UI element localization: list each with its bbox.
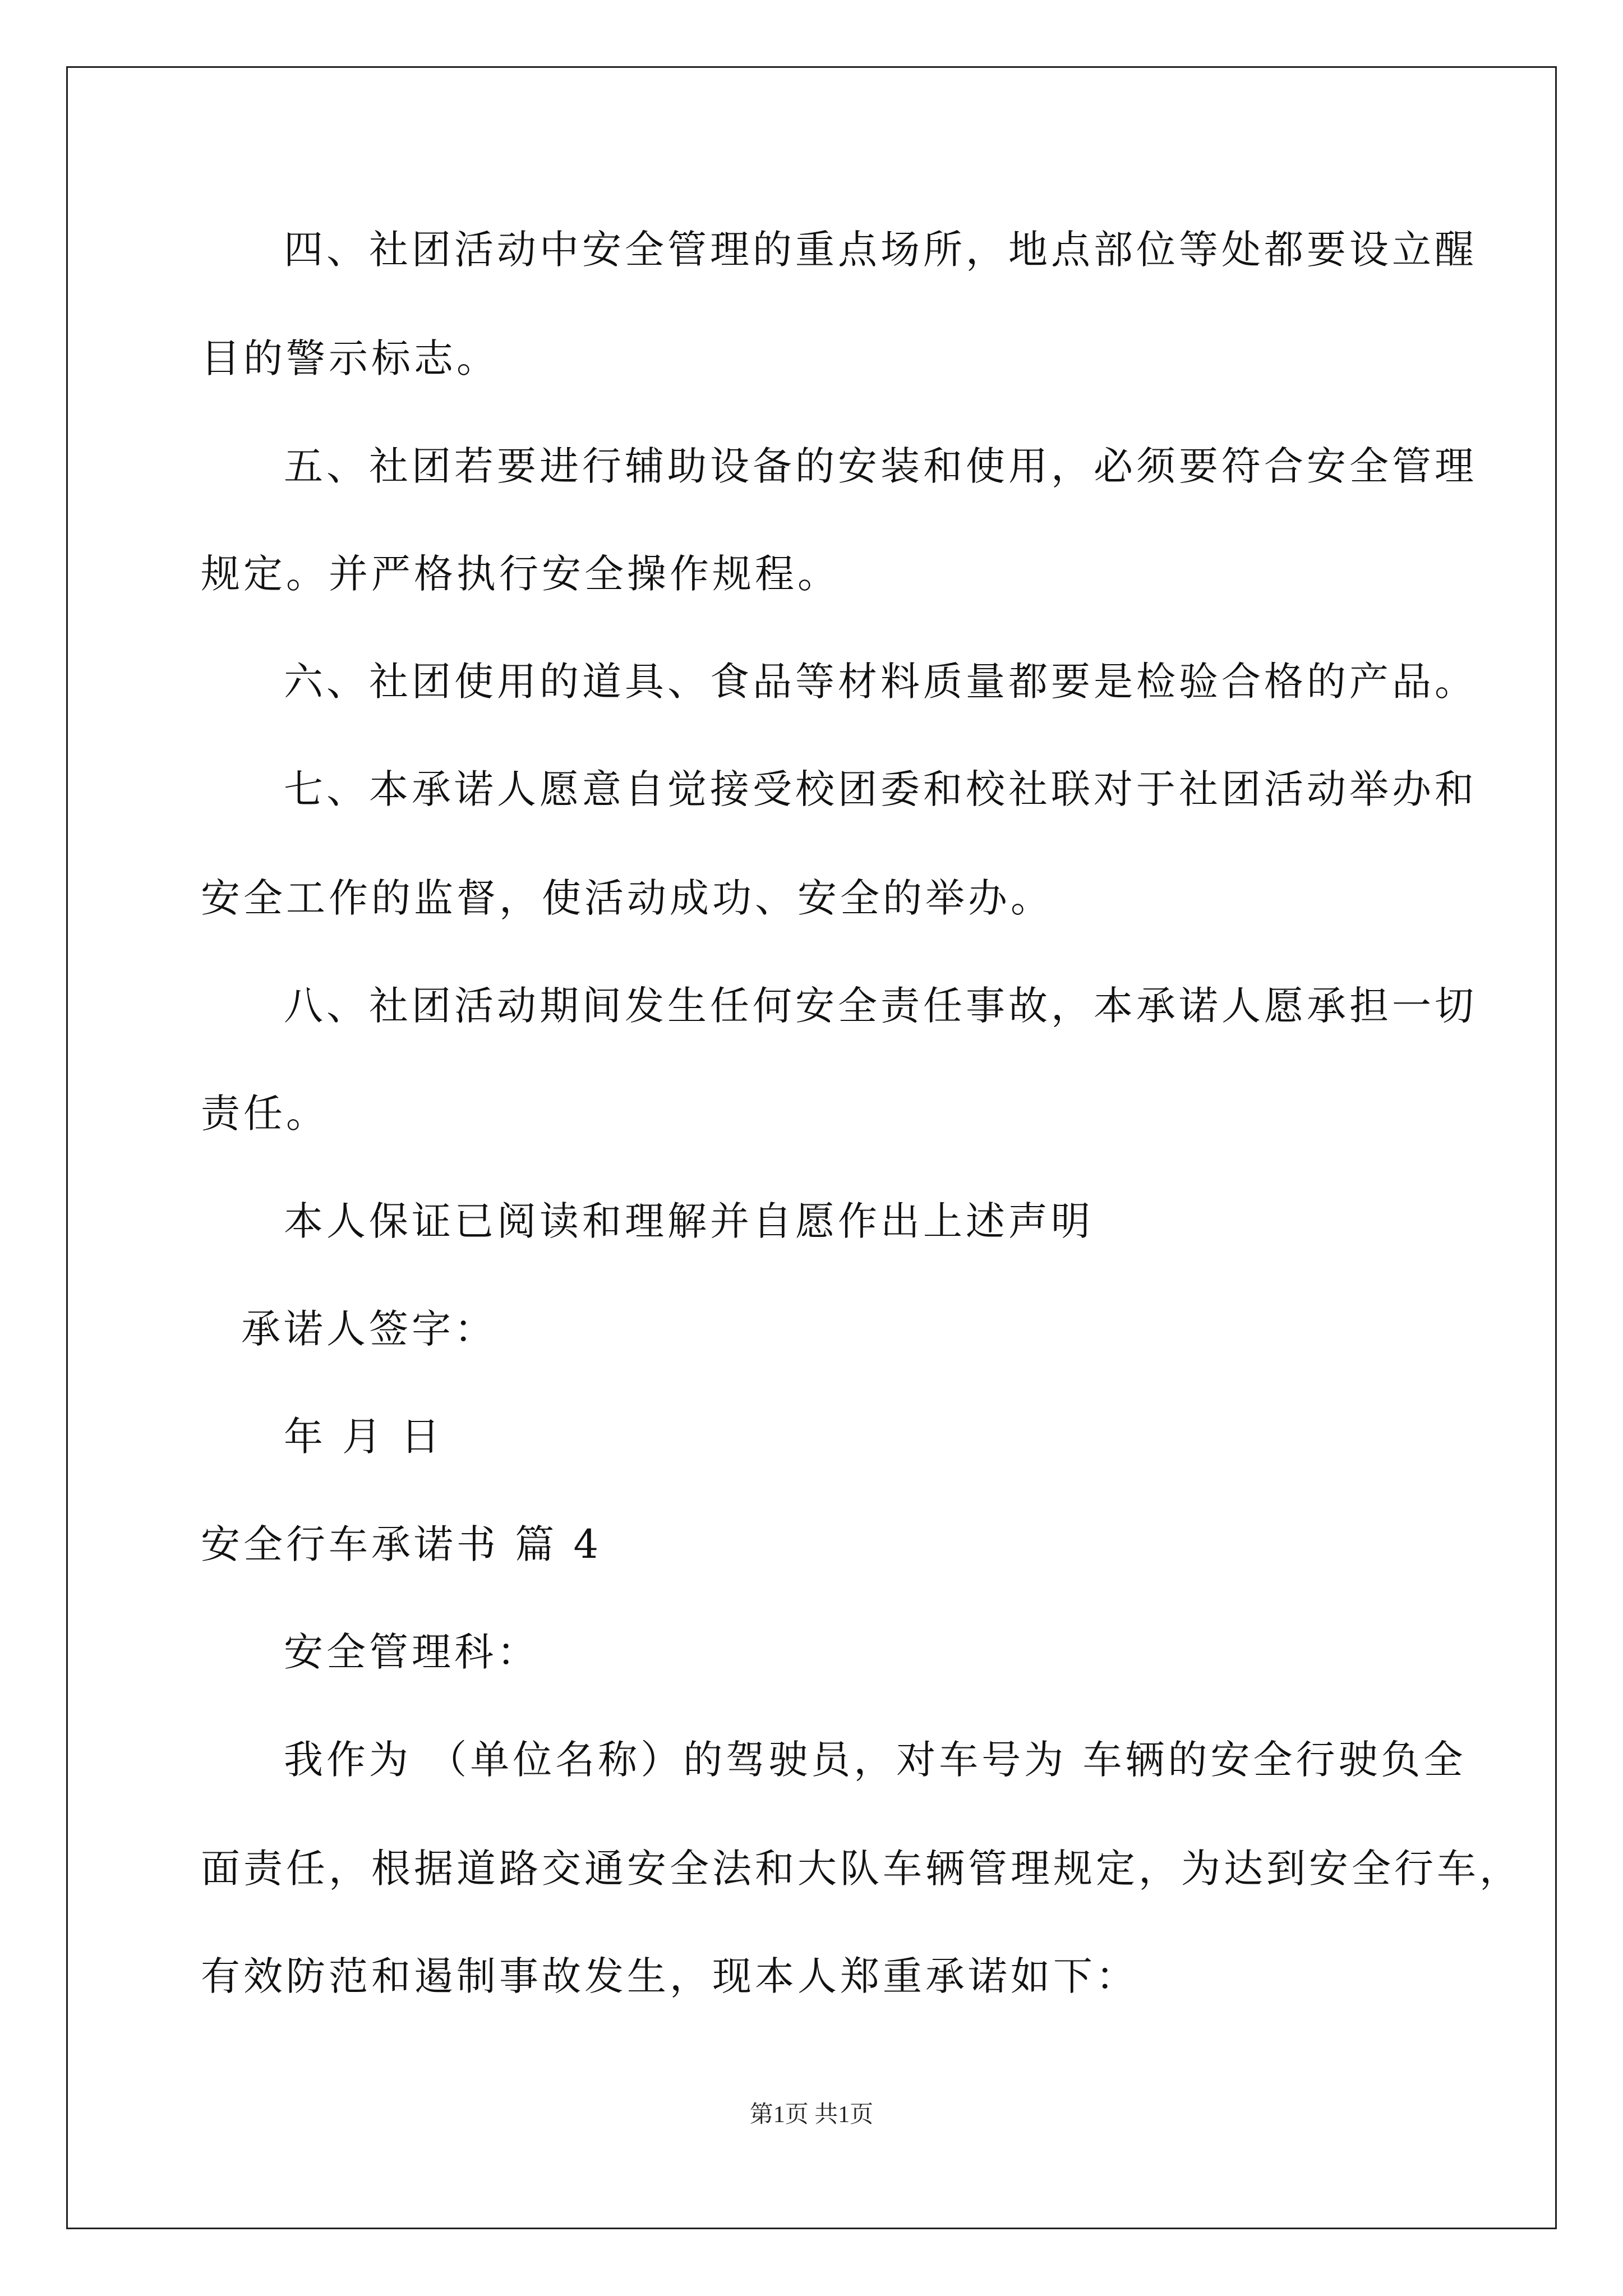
- paragraph-line: 面责任，根据道路交通安全法和大队车辆管理规定，为达到安全行车，: [201, 1846, 1522, 1892]
- paragraph-line: 七、本承诺人愿意自觉接受校团委和校社联对于社团活动举办和: [284, 766, 1477, 812]
- paragraph-line: 五、社团若要进行辅助设备的安装和使用，必须要符合安全管理: [284, 443, 1477, 489]
- paragraph-line: 八、社团活动期间发生任何安全责任事故，本承诺人愿承担一切: [284, 983, 1477, 1029]
- paragraph-line: 规定。并严格执行安全操作规程。: [201, 551, 840, 597]
- declaration-line: 本人保证已阅读和理解并自愿作出上述声明: [284, 1198, 1094, 1244]
- recipient-line: 安全管理科：: [284, 1629, 540, 1675]
- paragraph-line: 四、社团活动中安全管理的重点场所，地点部位等处都要设立醒: [284, 227, 1477, 273]
- section-title: 安全行车承诺书 篇 4: [201, 1521, 602, 1567]
- page-footer: 第1页 共1页: [749, 2102, 874, 2128]
- page-border: [66, 66, 1557, 2229]
- signature-label: 承诺人签字：: [241, 1306, 497, 1352]
- date-line: 年 月 日: [284, 1414, 444, 1460]
- paragraph-line: 安全工作的监督，使活动成功、安全的举办。: [201, 875, 1053, 921]
- paragraph-line: 责任。: [201, 1091, 329, 1137]
- paragraph-line: 我作为 （单位名称）的驾驶员，对车号为 车辆的安全行驶负全: [284, 1737, 1467, 1783]
- paragraph-line: 有效防范和遏制事故发生，现本人郑重承诺如下：: [201, 1953, 1138, 1999]
- paragraph-line: 六、社团使用的道具、食品等材料质量都要是检验合格的产品。: [284, 659, 1477, 705]
- paragraph-line: 目的警示标志。: [201, 335, 499, 381]
